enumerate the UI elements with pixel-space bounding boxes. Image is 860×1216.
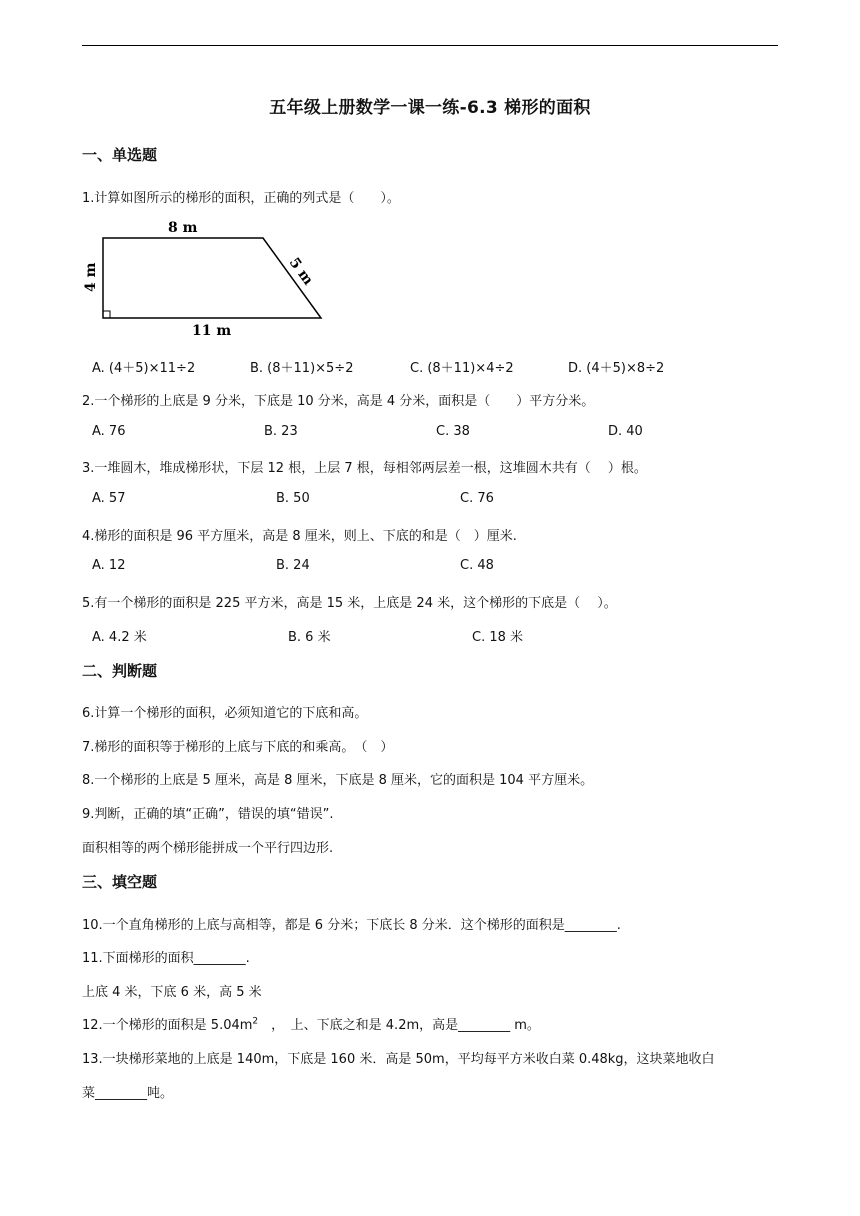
right-angle-mark xyxy=(103,311,110,318)
section-heading-true-false: 二、判断题 xyxy=(82,662,158,680)
question-12 xyxy=(82,1014,540,1033)
q3-option-a: A. 57 xyxy=(92,491,126,506)
section-heading-fill-blank: 三、填空题 xyxy=(82,873,158,891)
question-9-statement: 面积相等的两个梯形能拼成一个平行四边形. xyxy=(82,841,334,856)
figure-top-label: 8 m xyxy=(168,220,198,236)
trapezoid-shape xyxy=(103,238,321,318)
question-13: 13.一块梯形菜地的上底是 140m，下底是 160 米．高是 50m，平均每平方米收白菜 0.48kg，这块菜地收白 xyxy=(82,1052,715,1067)
section-heading-single-choice: 一、单选题 xyxy=(82,146,158,164)
figure-slant-label: 5 m xyxy=(285,254,317,289)
question-11-data: 上底 4 米，下底 6 米，高 5 米 xyxy=(82,985,262,1000)
question-8: 8.一个梯形的上底是 5 厘米，高是 8 厘米，下底是 8 厘米，它的面积是 104 平方厘米。 xyxy=(82,773,594,788)
question-13-continued: 菜________吨。 xyxy=(82,1086,174,1101)
question-2: 2.一个梯形的上底是 9 分米，下底是 10 分米，高是 4 分米，面积是（ ）平方分米。 xyxy=(82,394,595,409)
question-5: 5.有一个梯形的面积是 225 平方米，高是 15 米，上底是 24 米，这个梯形的下底是（ ）。 xyxy=(82,596,617,611)
question-1: 1.计算如图所示的梯形的面积，正确的列式是（ ）。 xyxy=(82,191,400,206)
q4-option-c: C. 48 xyxy=(460,558,494,573)
q1-option-c: C. (8＋11)×4÷2 xyxy=(410,361,514,376)
q1-option-b: B. (8＋11)×5÷2 xyxy=(250,361,354,376)
question-9: 9.判断，正确的填“正确”，错误的填“错误”. xyxy=(82,807,334,822)
question-6: 6.计算一个梯形的面积，必须知道它的下底和高。 xyxy=(82,706,368,721)
question-11: 11.下面梯形的面积________. xyxy=(82,951,250,966)
top-rule xyxy=(82,45,778,46)
q3-option-c: C. 76 xyxy=(460,491,494,506)
figure-bottom-label: 11 m xyxy=(192,323,232,339)
q5-option-b: B. 6 米 xyxy=(288,630,331,645)
question-10: 10.一个直角梯形的上底与高相等，都是 6 分米；下底长 8 分米．这个梯形的面积是________. xyxy=(82,918,621,933)
question-3: 3.一堆圆木，堆成梯形状，下层 12 根，上层 7 根，每相邻两层差一根，这堆圆木共有（ ）根。 xyxy=(82,461,647,476)
q2-option-d: D. 40 xyxy=(608,424,643,439)
trapezoid-figure xyxy=(82,212,332,342)
q2-option-b: B. 23 xyxy=(264,424,298,439)
page-title: 五年级上册数学一课一练-6.3 梯形的面积 xyxy=(269,98,591,118)
q4-option-a: A. 12 xyxy=(92,558,126,573)
question-12-part-1: 12.一个梯形的面积是 5.04m xyxy=(82,1018,253,1033)
q5-option-a: A. 4.2 米 xyxy=(92,630,147,645)
q3-option-b: B. 50 xyxy=(276,491,310,506)
question-12-part-2: ， 上、下底之和是 4.2m，高是________ m。 xyxy=(258,1018,540,1033)
q5-option-c: C. 18 米 xyxy=(472,630,524,645)
q4-option-b: B. 24 xyxy=(276,558,310,573)
figure-left-label: 4 m xyxy=(83,262,99,292)
q2-option-a: A. 76 xyxy=(92,424,126,439)
q1-option-a: A. (4＋5)×11÷2 xyxy=(92,361,196,376)
q2-option-c: C. 38 xyxy=(436,424,470,439)
question-7: 7.梯形的面积等于梯形的上底与下底的和乘高。 （ ） xyxy=(82,740,394,755)
q1-option-d: D. (4＋5)×8÷2 xyxy=(568,361,665,376)
squared-superscript: 2 xyxy=(252,1016,259,1027)
question-4: 4.梯形的面积是 96 平方厘米，高是 8 厘米，则上、下底的和是（ ）厘米. xyxy=(82,529,517,544)
